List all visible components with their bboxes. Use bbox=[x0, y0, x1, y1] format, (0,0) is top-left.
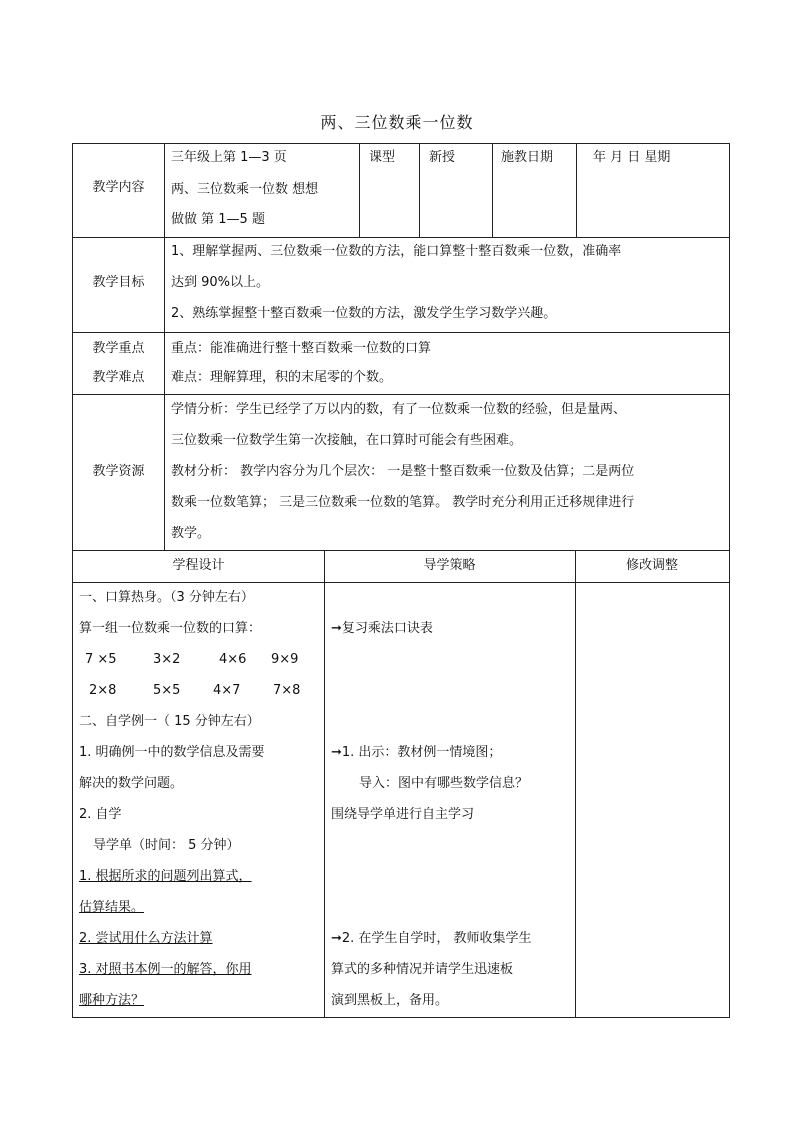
calc-1-3: 4×6 bbox=[219, 652, 247, 667]
resources-line-2: 三位数乘一位数学生第一次接触，在口算时可能会有些困难。 bbox=[171, 433, 523, 448]
row-divider bbox=[73, 332, 729, 333]
key-label: 教学重点 bbox=[92, 341, 145, 356]
type-label: 课型 bbox=[369, 150, 396, 165]
question-1a: 1. 根据所求的问题列出算式， bbox=[79, 869, 252, 884]
goals-line-3: 2、熟练掌握整十整百数乘一位数的方法，激发学生学习数学兴趣。 bbox=[171, 306, 557, 321]
goals-label: 教学目标 bbox=[92, 275, 145, 290]
content-line-1: 三年级上第 1—3 页 bbox=[171, 150, 287, 165]
calc-1-4: 9×9 bbox=[271, 652, 299, 667]
section-2-heading: 二、自学例一（ 15 分钟左右） bbox=[79, 714, 260, 729]
col-divider bbox=[324, 550, 325, 1017]
calc-2-1: 2×8 bbox=[89, 683, 117, 698]
section-1-desc: 算一组一位数乘一位数的口算： bbox=[79, 621, 262, 636]
col-divider bbox=[575, 550, 576, 1017]
col-header-design: 学程设计 bbox=[172, 558, 225, 573]
type-value: 新授 bbox=[429, 150, 456, 165]
question-2: 2. 尝试用什么方法计算 bbox=[79, 931, 213, 946]
row-divider bbox=[73, 394, 729, 395]
strategy-6: 算式的多种情况并请学生迅速板 bbox=[331, 962, 514, 977]
calc-1-1: 7 ×5 bbox=[85, 652, 117, 667]
row-divider bbox=[73, 237, 729, 238]
col-divider bbox=[492, 144, 493, 237]
strategy-7: 演到黑板上，备用。 bbox=[331, 993, 449, 1008]
strategy-4: 围绕导学单进行自主学习 bbox=[331, 807, 475, 822]
strategy-1: ➞复习乘法口诀表 bbox=[331, 621, 433, 636]
col-divider bbox=[359, 144, 360, 237]
col-divider bbox=[164, 144, 165, 550]
goals-line-2: 达到 90%以上。 bbox=[171, 275, 270, 290]
strategy-5: ➞2. 在学生自学时， 教师收集学生 bbox=[331, 931, 532, 946]
goals-line-1: 1、理解掌握两、三位数乘一位数的方法，能口算整十整百数乘一位数，准确率 bbox=[171, 244, 622, 259]
row-divider bbox=[73, 582, 729, 583]
guide-sheet: 导学单（时间： 5 分钟） bbox=[93, 838, 240, 853]
calc-2-2: 5×5 bbox=[153, 683, 181, 698]
difficulty-label: 教学难点 bbox=[92, 370, 145, 385]
resources-line-3: 教材分析： 教学内容分为几个层次： 一是整十整百数乘一位数及估算；二是两位 bbox=[171, 464, 635, 479]
resources-line-5: 教学。 bbox=[171, 526, 211, 541]
date-label: 施教日期 bbox=[501, 150, 554, 165]
resources-line-1: 学情分析：学生已经学了万以内的数，有了一位数乘一位数的经验，但是量两、 bbox=[171, 402, 627, 417]
row-divider bbox=[73, 550, 729, 551]
key-text: 重点：能准确进行整十整百数乘一位数的口算 bbox=[171, 341, 432, 356]
date-value: 年 月 日 星期 bbox=[593, 150, 671, 165]
calc-2-4: 7×8 bbox=[273, 683, 301, 698]
col-header-adjust: 修改调整 bbox=[625, 558, 678, 573]
lesson-plan-table bbox=[72, 143, 730, 1018]
difficulty-text: 难点：理解算理，积的末尾零的个数。 bbox=[171, 370, 393, 385]
item-2: 2. 自学 bbox=[79, 807, 122, 822]
item-1b: 解决的数学问题。 bbox=[79, 776, 184, 791]
content-line-3: 做做 第 1—5 题 bbox=[171, 212, 265, 227]
question-3a: 3. 对照书本例一的解答，你用 bbox=[79, 962, 252, 977]
strategy-2: ➞1. 出示：教材例一情境图； bbox=[331, 745, 502, 760]
col-divider bbox=[419, 144, 420, 237]
content-line-2: 两、三位数乘一位数 想想 bbox=[171, 182, 319, 197]
col-divider bbox=[576, 144, 577, 237]
resources-label: 教学资源 bbox=[92, 464, 145, 479]
item-1a: 1. 明确例一中的数学信息及需要 bbox=[79, 745, 265, 760]
page-title: 两、三位数乘一位数 bbox=[320, 113, 474, 132]
section-1-heading: 一、口算热身。（3 分钟左右） bbox=[79, 590, 254, 605]
calc-1-2: 3×2 bbox=[153, 652, 181, 667]
question-3b: 哪种方法？ bbox=[79, 993, 145, 1008]
strategy-3: 导入：图中有哪些数学信息？ bbox=[359, 776, 529, 791]
content-label: 教学内容 bbox=[92, 180, 145, 195]
question-1b: 估算结果。 bbox=[79, 900, 145, 915]
resources-line-4: 数乘一位数笔算； 三是三位数乘一位数的笔算。 教学时充分利用正迁移规律进行 bbox=[171, 495, 635, 510]
col-header-strategy: 导学策略 bbox=[423, 558, 476, 573]
calc-2-3: 4×7 bbox=[213, 683, 241, 698]
